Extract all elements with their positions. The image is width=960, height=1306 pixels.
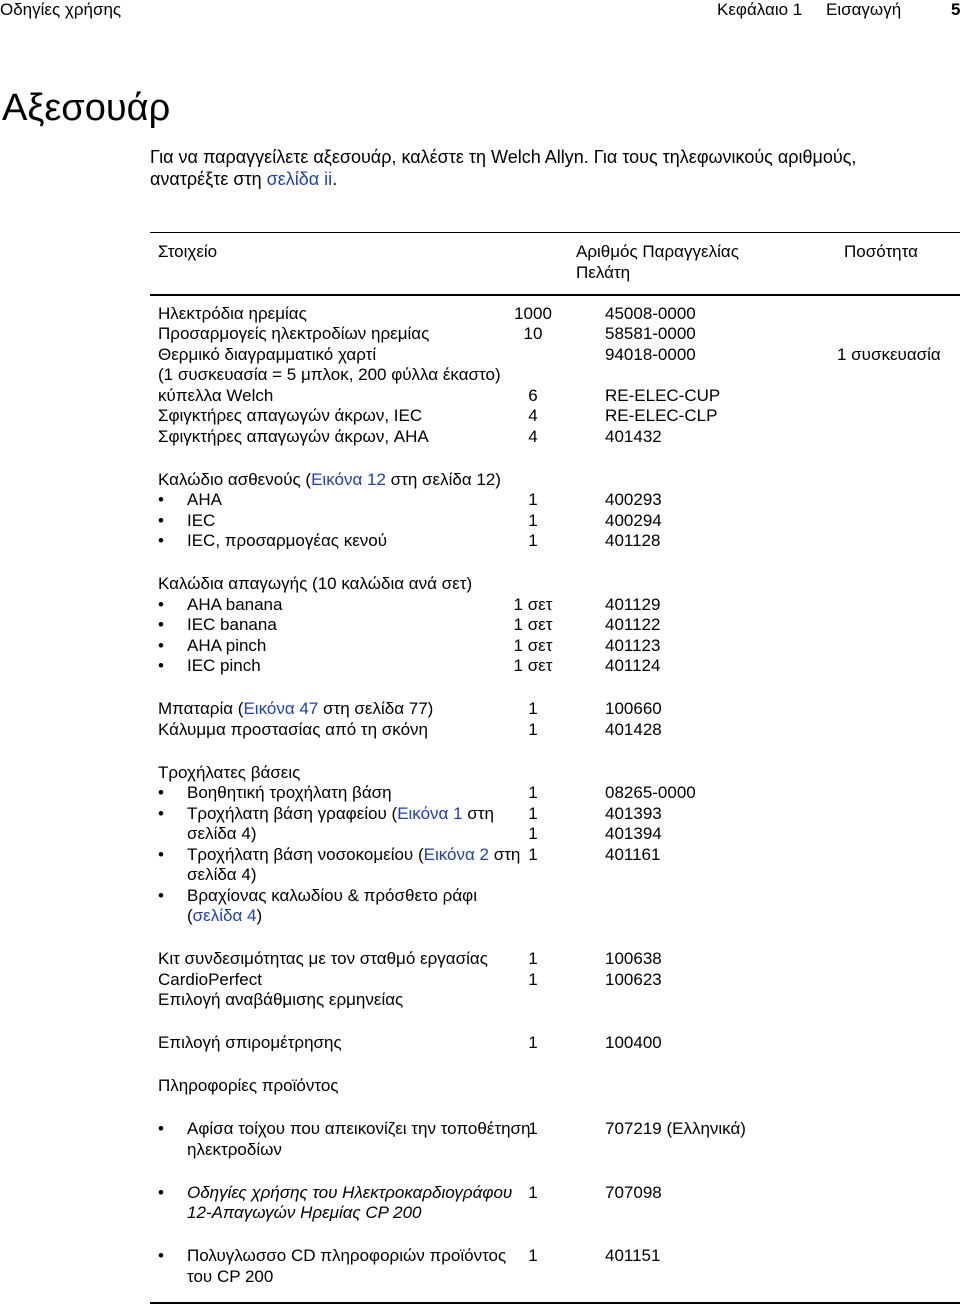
cross-reference-link[interactable]: Εικόνα 2 [423,845,489,864]
order-number-cell: 45008-0000 [605,304,696,323]
order-number-cell: RE-ELEC-CUP [605,386,721,405]
table-row [158,636,960,656]
table-row [158,574,960,594]
item-cell: Καλώδιο ασθενούς (Εικόνα 12 στη σελίδα 12) [158,470,501,489]
item-cell: Βοηθητική τροχήλατη βάση [187,783,392,802]
quantity-cell: 1 συσκευασία [837,345,941,364]
table-row [158,595,960,615]
running-header-doc-title: Οδηγίες χρήσης [0,0,122,19]
item-cell: Πολυγλωσσο CD πληροφοριών προϊόντος [187,1246,507,1265]
bullet-marker: • [158,490,164,509]
column-header-item: Στοιχείο [158,242,218,261]
cross-reference-link[interactable]: Εικόνα 12 [311,470,386,489]
item-cell: IEC [187,511,216,530]
cross-reference-link[interactable]: Εικόνα 47 [243,699,319,718]
item-cell: IEC banana [187,615,277,634]
item-cell: ηλεκτροδίων [187,1140,282,1159]
column-header-order-number-line2: Πελάτη [576,263,631,282]
item-cell: AHA banana [187,595,283,614]
column-header-quantity: Ποσότητα [844,242,918,261]
bullet-marker: • [158,1246,164,1265]
table-row [158,1203,960,1223]
order-number-cell: 401129 [605,595,661,614]
intro-paragraph [150,146,950,190]
table-row [158,949,960,969]
item-cell: Τροχήλατη βάση γραφείου (Εικόνα 1 στη [187,804,494,823]
order-number-cell: 100400 [605,1033,662,1052]
quantity-cell: 4 [528,427,538,446]
bullet-marker: • [158,845,164,864]
item-cell: Προσαρμογείς ηλεκτροδίων ηρεμίας [158,324,430,343]
quantity-cell: 1 [528,1183,538,1202]
item-cell: Μπαταρία (Εικόνα 47 στη σελίδα 77) [158,699,434,718]
item-cell: AHA pinch [187,636,267,655]
table-row [158,865,960,885]
bullet-marker: • [158,511,164,530]
item-cell: Τροχήλατη βάση νοσοκομείου (Εικόνα 2 στη [187,845,521,864]
table-row [158,783,960,803]
quantity-cell: 4 [528,406,538,425]
item-cell: σελίδα 4) [187,824,257,843]
item-cell: Ηλεκτρόδια ηρεμίας [158,304,307,323]
table-row [158,845,960,865]
table-top-rule [150,232,960,233]
quantity-cell: 1000 [514,304,552,323]
order-number-cell: 401128 [605,531,661,550]
table-row [158,386,960,406]
bullet-marker: • [158,595,164,614]
intro-line-1: Για να παραγγείλετε αξεσουάρ, καλέστε τη Welch Allyn. Για τους τηλεφωνικούς αριθμούς, [150,147,857,167]
order-number-cell: 707098 [605,1183,662,1202]
order-number-cell: 100623 [605,970,662,989]
table-row [158,1183,960,1203]
quantity-cell: 1 σετ [513,595,553,614]
item-cell: σελίδα 4) [187,865,257,884]
bullet-marker: • [158,886,164,905]
page-ii-link[interactable]: σελίδα ii [266,169,333,189]
order-number-cell: 400294 [605,511,662,530]
table-row [158,906,960,926]
table-row [158,1246,960,1266]
quantity-cell: 1 [528,1033,538,1052]
item-cell: Επιλογή αναβάθμισης ερμηνείας [158,990,404,1009]
cross-reference-link[interactable]: σελίδα 4 [192,906,257,925]
bullet-marker: • [158,1119,164,1138]
item-cell: Κάλυμμα προστασίας από τη σκόνη [158,720,428,739]
table-row [158,763,960,783]
item-cell: 12-Απαγωγών Ηρεμίας CP 200 [187,1203,422,1222]
intro-line-2: ανατρέξτε στη σελίδα ii. [150,169,338,189]
item-cell: AHA [187,490,222,509]
item-cell: Κιτ συνδεσιμότητας με τον σταθμό εργασίας [158,949,488,968]
order-number-cell: RE-ELEC-CLP [605,406,718,425]
table-row [158,304,960,324]
item-cell: Θερμικό διαγραμματικό χαρτί [158,345,377,364]
bullet-marker: • [158,531,164,550]
bullet-marker: • [158,783,164,802]
item-cell: Καλώδια απαγωγής (10 καλώδια ανά σετ) [158,574,473,593]
order-number-cell: 401432 [605,427,662,446]
order-number-cell: 58581-0000 [605,324,696,343]
page-number: 5 [951,0,960,19]
quantity-cell: 6 [528,386,538,405]
order-number-cell: 100638 [605,949,662,968]
quantity-cell: 1 [528,824,538,843]
table-row [158,615,960,635]
item-cell: Τροχήλατες βάσεις [158,763,301,782]
table-row [158,1076,960,1096]
item-cell: CardioPerfect [158,970,262,989]
quantity-cell: 1 [528,720,538,739]
table-row [158,1033,960,1053]
quantity-cell: 1 [528,845,538,864]
column-header-order-number: Αριθμός Παραγγελίας [576,242,739,261]
item-cell: Πληροφορίες προϊόντος [158,1076,339,1095]
table-row [158,511,960,531]
order-number-cell: 401151 [605,1246,661,1265]
item-cell: Σφιγκτήρες απαγωγών άκρων, AHA [158,427,429,446]
quantity-cell: 1 [528,804,538,823]
order-number-cell: 401428 [605,720,662,739]
order-number-cell: 401123 [605,636,661,655]
table-row [158,824,960,844]
table-row [158,324,960,344]
quantity-cell: 1 [528,699,538,718]
item-cell: κύπελλα Welch [158,386,274,405]
quantity-cell: 1 [528,1119,538,1138]
order-number-cell: 100660 [605,699,662,718]
item-cell: (σελίδα 4) [187,906,263,925]
order-number-cell: 08265-0000 [605,783,696,802]
quantity-cell: 1 [528,511,538,530]
item-cell: (1 συσκευασία = 5 μπλοκ, 200 φύλλα έκαστο) [158,365,501,384]
table-row [158,470,960,490]
quantity-cell: 1 [528,490,538,509]
quantity-cell: 1 [528,949,538,968]
table-row [158,1119,960,1139]
table-row [158,720,960,740]
table-row [158,490,960,510]
table-row [158,345,960,365]
table-header-rule [150,294,960,296]
order-number-cell: 401393 [605,804,662,823]
item-cell: Σφιγκτήρες απαγωγών άκρων, IEC [158,406,423,425]
table-row [158,365,960,385]
order-number-cell: 707219 (Ελληνικά) [605,1119,746,1138]
quantity-cell: 1 [528,970,538,989]
table-bottom-rule [150,1302,960,1304]
order-number-cell: 400293 [605,490,662,509]
table-row [158,804,960,824]
quantity-cell: 10 [523,324,543,343]
quantity-cell: 1 [528,1246,538,1265]
table-row [158,1140,960,1160]
order-number-cell: 94018-0000 [605,345,696,364]
bullet-marker: • [158,615,164,634]
page-title: Αξεσουάρ [2,87,171,129]
running-header-chapter: Κεφάλαιο 1 [717,0,803,19]
table-row [158,427,960,447]
item-cell: του CP 200 [187,1267,274,1286]
table-row [158,406,960,426]
table-row [158,1267,960,1287]
item-cell: Αφίσα τοίχου που απεικονίζει την τοποθέτηση [187,1119,531,1138]
table-row [158,699,960,719]
table-row [158,990,960,1010]
table-row [158,886,960,906]
order-number-cell: 401394 [605,824,662,843]
bullet-marker: • [158,804,164,823]
table-row [158,970,960,990]
running-header-section: Εισαγωγή [826,0,902,19]
quantity-cell: 1 σετ [513,656,553,675]
quantity-cell: 1 σετ [513,636,553,655]
bullet-marker: • [158,656,164,675]
cross-reference-link[interactable]: Εικόνα 1 [397,804,463,823]
item-cell: Οδηγίες χρήσης του Ηλεκτροκαρδιογράφου [187,1183,513,1202]
order-number-cell: 401161 [605,845,661,864]
quantity-cell: 1 σετ [513,615,553,634]
table-row [158,656,960,676]
quantity-cell: 1 [528,783,538,802]
bullet-marker: • [158,636,164,655]
order-number-cell: 401122 [605,615,661,634]
item-cell: IEC, προσαρμογέας κενού [187,531,388,550]
item-cell: IEC pinch [187,656,261,675]
bullet-marker: • [158,1183,164,1202]
order-number-cell: 401124 [605,656,661,675]
item-cell: Επιλογή σπιρομέτρησης [158,1033,342,1052]
quantity-cell: 1 [528,531,538,550]
table-row [158,531,960,551]
item-cell: Βραχίονας καλωδίου & πρόσθετο ράφι [187,886,477,905]
